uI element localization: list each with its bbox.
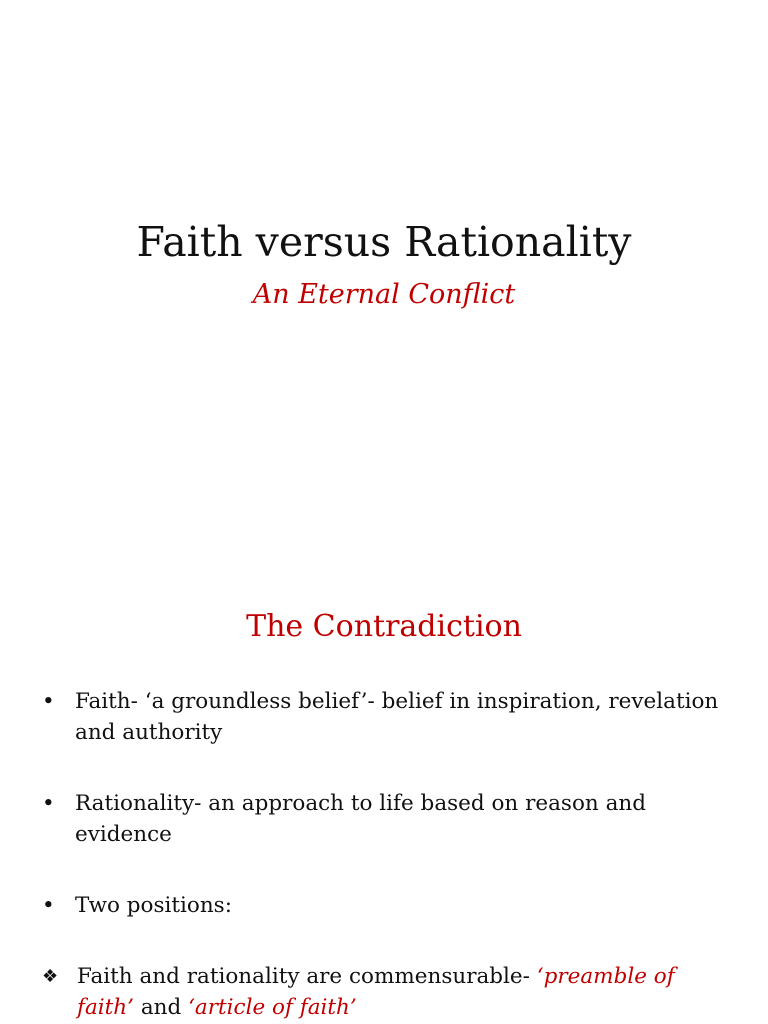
emphasis-preamble-of-faith: ‘preamble of faith’ — [77, 964, 675, 1020]
bullet-text: Two positions: — [75, 893, 232, 918]
sub-bullet-item — [42, 961, 732, 1023]
bullet-icon: • — [42, 689, 55, 714]
bullet-item — [42, 788, 732, 850]
bullet-list — [42, 686, 732, 1023]
bullet-item — [42, 686, 732, 748]
slide-heading: The Contradiction — [246, 609, 522, 644]
bullet-text: Faith- ‘a groundless belief’- belief in inspiration, revelation and authority — [75, 689, 719, 745]
bullet-icon: • — [42, 791, 55, 816]
slide-subtitle: An Eternal Conflict — [252, 279, 516, 310]
emphasis-article-of-faith: ‘article of faith’ — [188, 995, 357, 1020]
sub-bullet-text-middle: and — [133, 995, 189, 1020]
slide-title: Faith versus Rationality — [136, 218, 632, 266]
sub-bullet-text — [77, 961, 732, 1023]
bullet-item — [42, 890, 732, 921]
bullet-text: Rationality- an approach to life based on reason and evidence — [75, 791, 647, 847]
bullet-icon: • — [42, 893, 55, 918]
diamond-bullet-icon: ❖ — [42, 966, 59, 987]
sub-bullet-text-start: Faith and rationality are commensurable- — [77, 964, 537, 989]
content-slide — [0, 576, 768, 1024]
